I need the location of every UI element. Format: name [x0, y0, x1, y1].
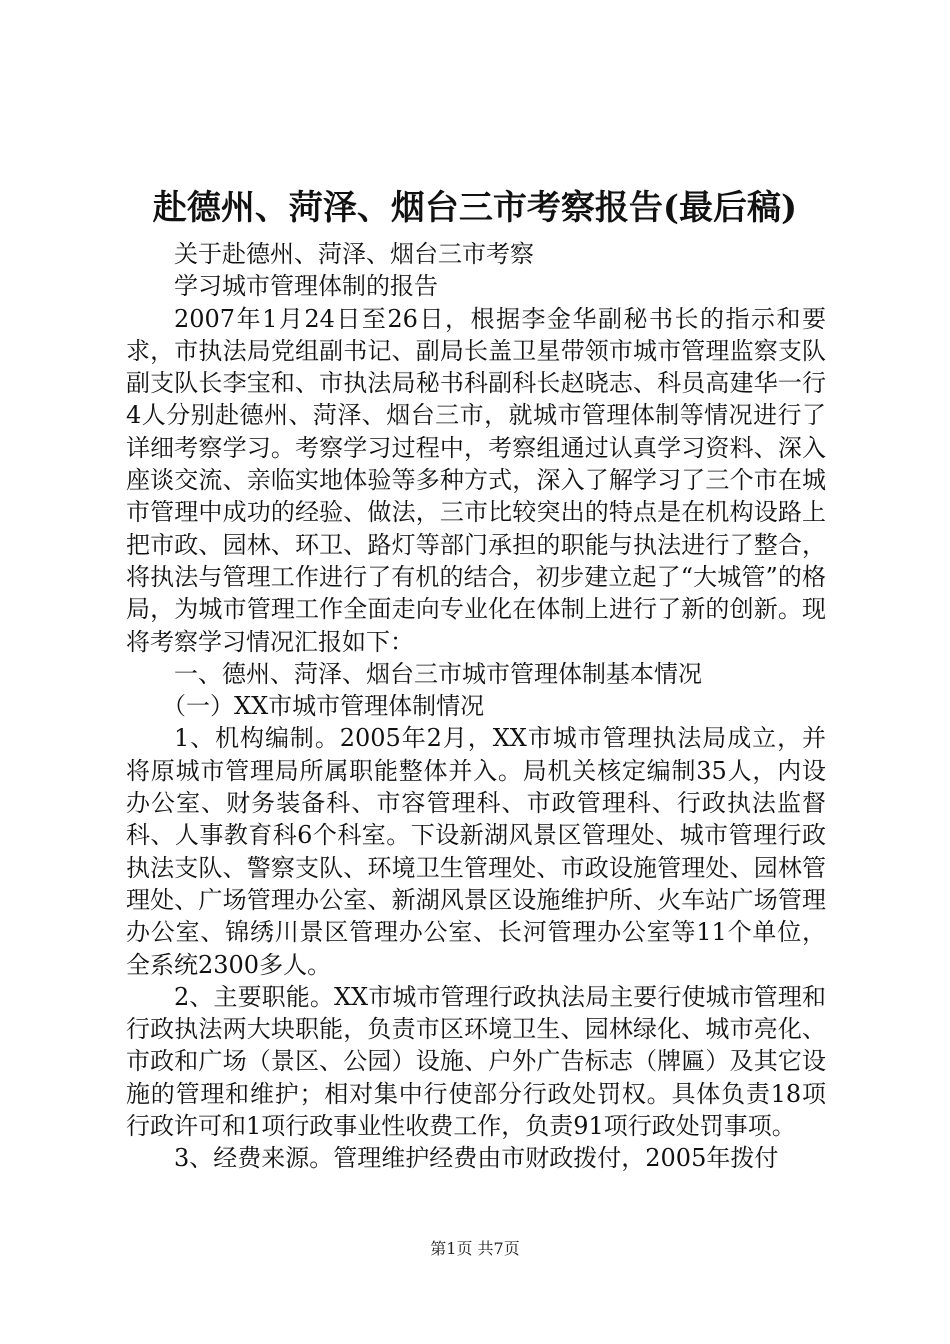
paragraph-subtitle-line-2: 学习城市管理体制的报告: [174, 272, 438, 301]
document-title: 赴德州、菏泽、烟台三市考察报告(最后稿): [152, 188, 798, 228]
paragraph-funding: 3、经费来源。管理维护经费由市财政拨付，2005年拨付: [174, 1144, 779, 1173]
subsection-heading-1: （一）XX市城市管理体制情况: [162, 692, 485, 721]
section-heading-1: 一、德州、菏泽、烟台三市城市管理体制基本情况: [174, 659, 702, 688]
paragraph-functions: 2、主要职能。XX市城市管理行政执法局主要行使城市管理和行政执法两大块职能，负责市区环境卫生、园林绿化、城市亮化、市政和广场（景区、公园）设施、户外广告标志（牌匾）及其它设施的管理和维护；相对集中行使部分行政处罚权。具体负责18项行政许可和1项行政事业性收费工作，负责91项行政处罚事项。: [126, 982, 826, 1141]
paragraph-subtitle-line-1: 关于赴德州、菏泽、烟台三市考察: [174, 240, 534, 268]
document-body: [126, 238, 826, 1175]
page-footer: 第1页 共7页: [430, 1239, 520, 1258]
paragraph-intro: 2007年1月24日至26日，根据李金华副秘书长的指示和要求，市执法局党组副书记、副局长盖卫星带领市城市管理监察支队副支队长李宝和、市执法局秘书科副科长赵晓志、科员高建华一行4人分别赴德州、菏泽、烟台三市，就城市管理体制等情况进行了详细考察学习。考察学习过程中，考察组通过认真学习资料、深入座谈交流、亲临实地体验等多种方式，深入了解学习了三个市在城市管理中成功的经验、做法，三市比较突出的特点是在机构设路上把市政、园林、环卫、路灯等部门承担的职能与执法进行了整合，将执法与管理工作进行了有机的结合，初步建立起了“大城管”的格局，为城市管理工作全面走向专业化在体制上进行了新的创新。现将考察学习情况汇报如下：: [126, 304, 826, 656]
paragraph-organization: 1、机构编制。2005年2月，XX市城市管理执法局成立，并将原城市管理局所属职能整体并入。局机关核定编制35人，内设办公室、财务装备科、市容管理科、市政管理科、行政执法监督科、人事教育科6个科室。下设新湖风景区管理处、城市管理行政执法支队、警察支队、环境卫生管理处、市政设施管理处、园林管理处、广场管理办公室、新湖风景区设施维护所、火车站广场管理办公室、锦绣川景区管理办公室、长河管理办公室等11个单位，全系统2300多人。: [126, 724, 826, 979]
